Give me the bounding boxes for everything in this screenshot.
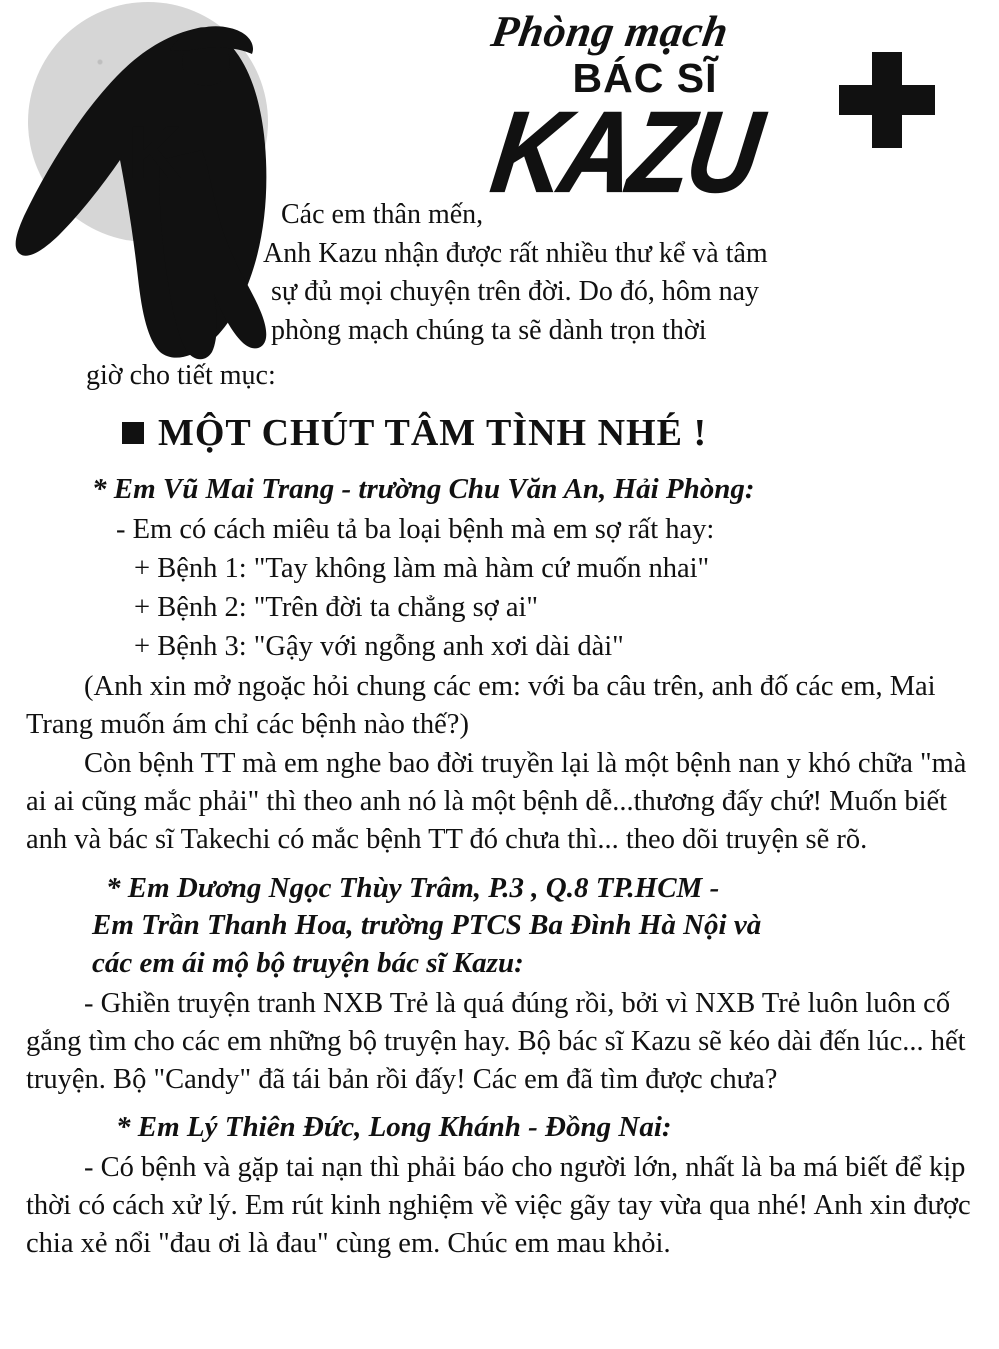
intro-line-1: Các em thân mến,: [281, 199, 484, 230]
intro-line-3: sự đủ mọi chuyện trên đời. Do đó, hôm nay: [271, 276, 760, 308]
letter-3-heading: * Em Lý Thiên Đức, Long Khánh - Đồng Nai:: [116, 1111, 672, 1144]
masthead-line-3: KAZU: [484, 89, 766, 217]
section-heading: [26, 411, 973, 455]
letter-1-para-4: + Bệnh 3: "Gậy với ngỗng anh xơi dài dài": [134, 631, 624, 663]
letter-2-heading: [26, 870, 973, 983]
letter-2-para-1: - Ghiền truyện tranh NXB Trẻ là quá đúng rồi, bởi vì NXB Trẻ luôn luôn cố gắng tìm cho các em những bộ truyện hay. Bộ bác sĩ Kazu sẽ kéo dài đến lúc... hết truyện. Bộ "Candy" đã tái bản rồi đấy! Các em đã tìm được chưa?: [26, 987, 966, 1095]
letter-1-para-1: - Em có cách miêu tả ba loại bệnh mà em sợ rất hay:: [116, 513, 715, 545]
letter-1-para-2: + Bệnh 1: "Tay không làm mà hàm cứ muốn nhai": [134, 553, 710, 584]
letter-1-para-6: Còn bệnh TT mà em nghe bao đời truyền lại là một bệnh nan y khó chữa "mà ai ai cũng mắc phải" thì theo anh nó là một bệnh dễ...thương đấy chứ! Muốn biết anh và bác sĩ Takechi có mắc bệnh TT đó chưa thì... theo dõi truyện sẽ rõ.: [26, 747, 967, 856]
intro-paragraph: [26, 196, 973, 351]
letter-1-heading: * Em Vũ Mai Trang - trường Chu Văn An, Hải Phòng:: [92, 473, 755, 506]
intro-line-4: phòng mạch chúng ta sẽ dành trọn thời: [271, 314, 707, 346]
letter-2-heading-line-2: Em Trần Thanh Hoa, trường PTCS Ba Đình Hà Nội và: [92, 909, 762, 942]
letter-2-heading-line-1: * Em Dương Ngọc Thùy Trâm, P.3 , Q.8 TP.HCM -: [106, 871, 720, 904]
masthead-line-1: Phòng mạch: [488, 7, 732, 56]
medical-cross-icon: [839, 52, 935, 148]
masthead-line-2: BÁC SĨ: [572, 55, 718, 101]
bullet-square-icon: [122, 422, 144, 444]
section-heading-text: MỘT CHÚT TÂM TÌNH NHÉ !: [158, 412, 708, 455]
intro-line-5: giờ cho tiết mục:: [86, 359, 276, 391]
letter-1-para-3: + Bệnh 2: "Trên đời ta chẳng sợ ai": [134, 592, 539, 624]
intro-line-2: Anh Kazu nhận được rất nhiều thư kể và tâm: [263, 237, 768, 269]
letter-2-heading-line-3: các em ái mộ bộ truyện bác sĩ Kazu:: [92, 946, 524, 979]
letter-1-para-5: (Anh xin mở ngoặc hỏi chung các em: với ba câu trên, anh đố các em, Mai Trang muốn ám chỉ các bệnh nào thế?): [26, 670, 936, 740]
letter-3-para-1: - Có bệnh và gặp tai nạn thì phải báo cho người lớn, nhất là ba má biết để kịp thời có cách xử lý. Em rút kinh nghiệm về việc gãy tay vừa qua nhé! Anh xin được chia xẻ nổi "đau ơi là đau" cùng em. Chúc em mau khỏi.: [26, 1151, 971, 1260]
article-body: [0, 196, 999, 1264]
masthead-title: [400, 0, 820, 217]
hero-letter-k: K: [128, 111, 182, 194]
